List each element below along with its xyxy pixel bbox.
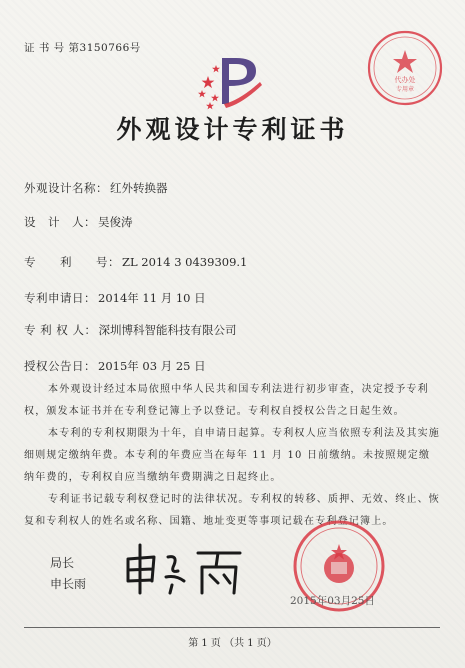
field-value: 2015年 03 月 25 日 (98, 359, 206, 373)
agency-seal-icon (365, 28, 445, 108)
field-label: 外观设计名称： (24, 181, 108, 195)
signatory-name: 申长雨 (50, 577, 87, 591)
body-paragraph: 专利证书记载专利权登记时的法律状况。专利权的转移、质押、无效、终止、恢复和专利权人的姓名或名称、国籍、地址变更等事项记载在专利登记簿上。 (24, 494, 440, 527)
field-design-name (24, 180, 168, 196)
field-designer (24, 214, 133, 230)
field-grant-date (24, 358, 206, 374)
body-paragraph: 本外观设计经过本局依照中华人民共和国专利法进行初步审查，决定授予专利权，颁发本证书并在专利登记簿上予以登记。专利权自授权公告之日起生效。 (24, 384, 429, 417)
director-signature (118, 537, 258, 597)
patent-office-emblem-icon (196, 52, 268, 112)
svg-text:专用章: 专用章 (395, 86, 415, 93)
field-label: 专利申请日： (24, 291, 96, 305)
field-label: 设 计 人： (24, 215, 96, 229)
certificate-title: 外观设计专利证书 (116, 115, 349, 144)
field-label: 授权公告日： (24, 359, 96, 373)
certificate-body (24, 379, 440, 533)
field-label: 专 利 号： (24, 255, 120, 269)
body-paragraph: 本专利的专利权期限为十年，自申请日起算。专利权人应当依照专利法及其实施细则规定缴纳年费。本专利的年费应当在每年 11 月 10 日前缴纳。未按照规定缴纳年费的，专利权自应当缴纳年费期满之日起终止。 (24, 428, 440, 483)
footer-divider (24, 627, 440, 628)
field-value: 吴俊涛 (98, 215, 133, 229)
field-value: 深圳博科智能科技有限公司 (98, 323, 237, 337)
field-label: 专 利 权 人： (24, 323, 97, 337)
field-value: 红外转换器 (110, 181, 168, 195)
signature-date: 2015年03月25日 (290, 595, 375, 607)
field-value: ZL 2014 3 0439309.1 (122, 255, 248, 269)
signatory-title: 局长 (50, 556, 75, 570)
certificate-number: 证 书 号 第3150766号 (24, 42, 141, 54)
page-footer: 第 1 页 （共 1 页） (188, 638, 277, 649)
svg-text:代办处: 代办处 (394, 76, 416, 84)
field-patent-number (24, 254, 247, 270)
field-application-date (24, 290, 206, 306)
field-value: 2014年 11 月 10 日 (98, 291, 206, 305)
field-patentee (24, 322, 236, 338)
